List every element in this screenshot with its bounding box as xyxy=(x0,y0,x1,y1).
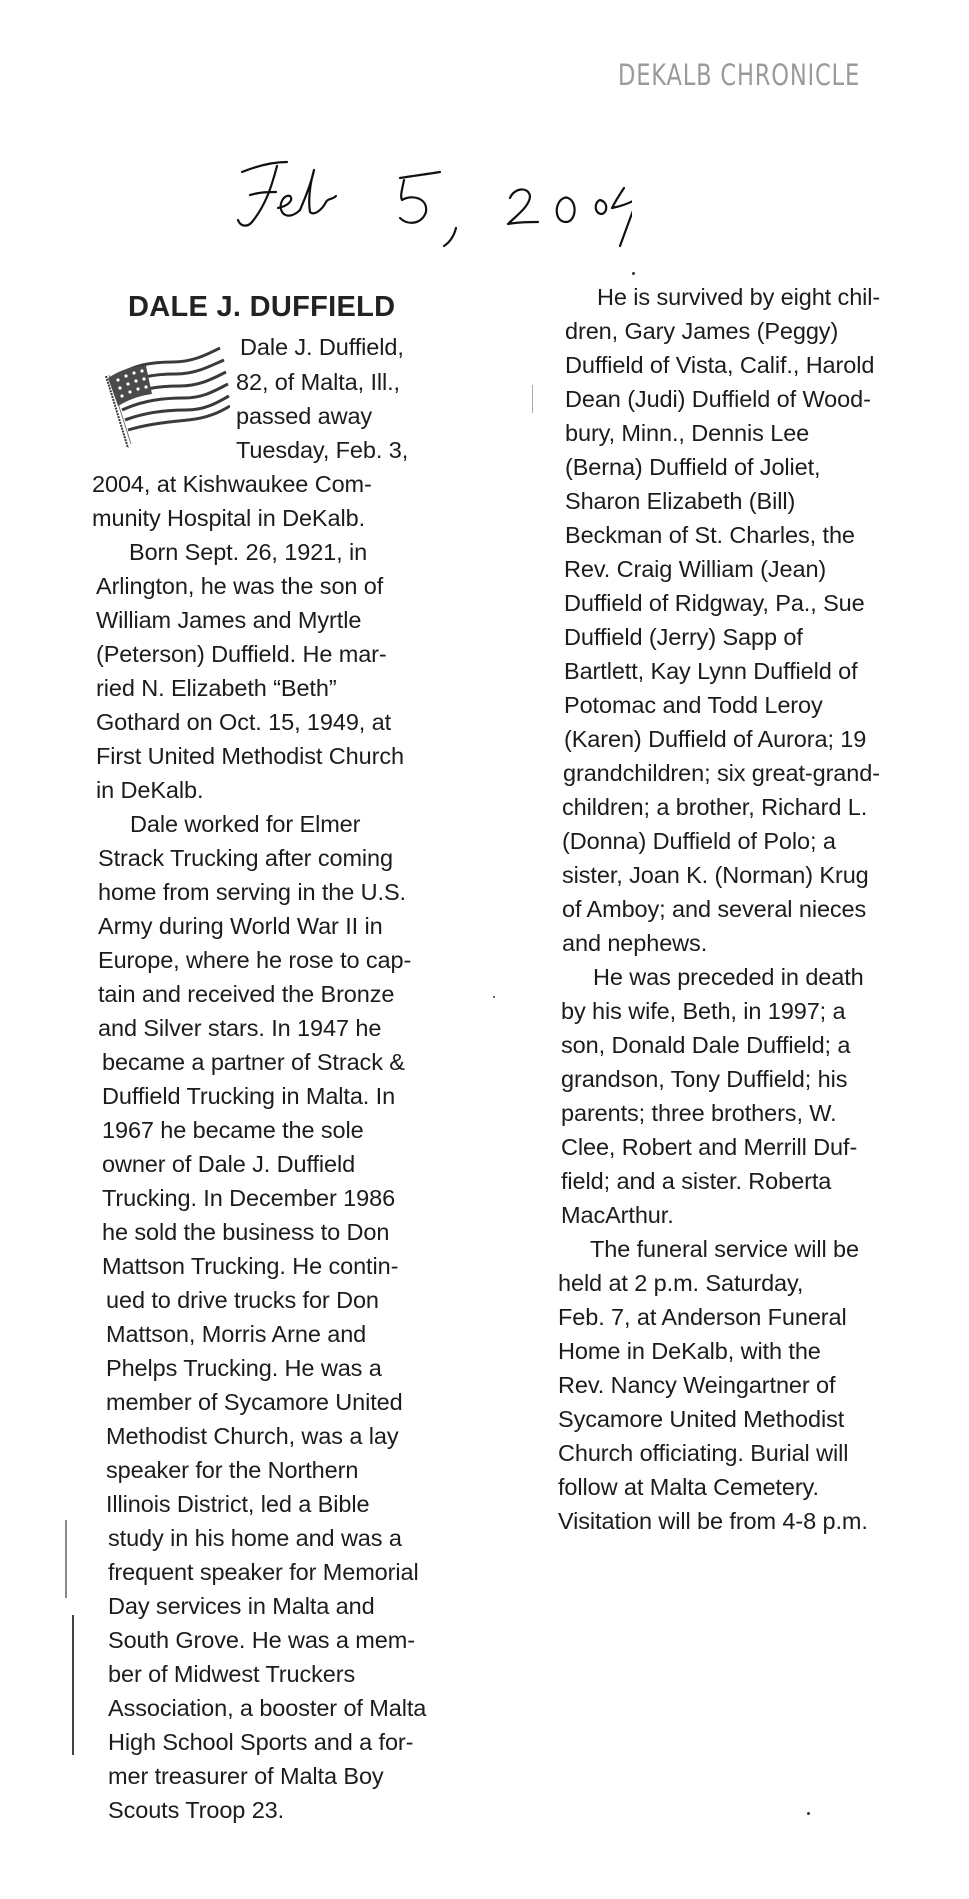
body-line: MacArthur. xyxy=(561,1202,674,1228)
body-line: Strack Trucking after coming xyxy=(98,845,393,871)
body-line: Potomac and Todd Leroy xyxy=(564,692,823,718)
body-line: Bartlett, Kay Lynn Duffield of xyxy=(564,658,858,684)
body-line: ber of Midwest Truckers xyxy=(108,1661,356,1687)
body-line: grandson, Tony Duffield; his xyxy=(561,1066,848,1092)
body-line: munity Hospital in DeKalb. xyxy=(92,505,365,531)
body-line: Born Sept. 26, 1921, in xyxy=(129,539,368,565)
body-line: he sold the business to Don xyxy=(102,1219,390,1245)
body-line: Methodist Church, was a lay xyxy=(106,1423,399,1449)
body-line: Visitation will be from 4-8 p.m. xyxy=(558,1508,868,1534)
body-line: He was preceded in death xyxy=(593,964,864,990)
body-line: grandchildren; six great-grand- xyxy=(563,760,880,786)
body-line: parents; three brothers, W. xyxy=(561,1100,837,1126)
body-line: Rev. Nancy Weingartner of xyxy=(558,1372,836,1398)
body-line: held at 2 p.m. Saturday, xyxy=(558,1270,804,1296)
body-line: Sharon Elizabeth (Bill) xyxy=(565,488,796,514)
body-line: mer treasurer of Malta Boy xyxy=(108,1763,384,1789)
body-line: field; and a sister. Roberta xyxy=(561,1168,832,1194)
body-line: bury, Minn., Dennis Lee xyxy=(565,420,810,446)
body-line: Rev. Craig William (Jean) xyxy=(564,556,827,582)
body-line: Dale worked for Elmer xyxy=(130,811,361,837)
body-line: Trucking. In December 1986 xyxy=(102,1185,396,1211)
body-line: 82, of Malta, Ill., xyxy=(236,369,400,395)
obituary-headline: DALE J. DUFFIELD xyxy=(128,291,396,323)
body-line: frequent speaker for Memorial xyxy=(108,1559,419,1585)
body-line: (Peterson) Duffield. He mar- xyxy=(96,641,387,667)
body-line: owner of Dale J. Duffield xyxy=(102,1151,356,1177)
body-line: son, Donald Dale Duffield; a xyxy=(561,1032,851,1058)
body-line: Clee, Robert and Merrill Duf- xyxy=(561,1134,858,1160)
body-line: Europe, where he rose to cap- xyxy=(98,947,412,973)
american-flag-icon xyxy=(98,340,230,448)
body-line: became a partner of Strack & xyxy=(102,1049,405,1075)
body-line: Beckman of St. Charles, the xyxy=(565,522,855,548)
body-line: Gothard on Oct. 15, 1949, at xyxy=(96,709,392,735)
body-line: home from serving in the U.S. xyxy=(98,879,406,905)
body-line: Duffield of Vista, Calif., Harold xyxy=(565,352,875,378)
body-line: ued to drive trucks for Don xyxy=(106,1287,379,1313)
body-line: ried N. Elizabeth “Beth” xyxy=(96,675,337,701)
body-line: 1967 he became the sole xyxy=(102,1117,364,1143)
body-line: Duffield Trucking in Malta. In xyxy=(102,1083,396,1109)
scan-artifact-tick xyxy=(532,385,533,413)
body-line: passed away xyxy=(236,403,373,429)
newspaper-masthead: DEKALB CHRONICLE xyxy=(618,58,861,92)
scan-artifact-dotted xyxy=(65,1520,67,1598)
body-line: (Berna) Duffield of Joliet, xyxy=(565,454,821,480)
body-line: Feb. 7, at Anderson Funeral xyxy=(558,1304,847,1330)
body-line: and Silver stars. In 1947 he xyxy=(98,1015,382,1041)
body-line: Home in DeKalb, with the xyxy=(558,1338,821,1364)
body-line: Sycamore United Methodist xyxy=(558,1406,845,1432)
body-line: follow at Malta Cemetery. xyxy=(558,1474,819,1500)
body-line: The funeral service will be xyxy=(590,1236,859,1262)
body-line: Duffield (Jerry) Sapp of xyxy=(564,624,803,650)
body-line: Duffield of Ridgway, Pa., Sue xyxy=(564,590,865,616)
body-line: Association, a booster of Malta xyxy=(108,1695,427,1721)
body-line: Phelps Trucking. He was a xyxy=(106,1355,382,1381)
body-line: Dean (Judi) Duffield of Wood- xyxy=(565,386,871,412)
scan-speck xyxy=(632,272,635,275)
body-line: Arlington, he was the son of xyxy=(96,573,384,599)
body-line: Mattson Trucking. He contin- xyxy=(102,1253,399,1279)
body-line: Army during World War II in xyxy=(98,913,383,939)
body-line: by his wife, Beth, in 1997; a xyxy=(561,998,846,1024)
body-line: dren, Gary James (Peggy) xyxy=(565,318,839,344)
body-line: William James and Myrtle xyxy=(96,607,362,633)
body-line: 2004, at Kishwaukee Com- xyxy=(92,471,372,497)
body-line: Scouts Troop 23. xyxy=(108,1797,285,1823)
body-line: High School Sports and a for- xyxy=(108,1729,414,1755)
body-line: sister, Joan K. (Norman) Krug xyxy=(562,862,869,888)
body-line: Day services in Malta and xyxy=(108,1593,375,1619)
body-line: Mattson, Morris Arne and xyxy=(106,1321,367,1347)
body-line: tain and received the Bronze xyxy=(98,981,395,1007)
body-line: (Donna) Duffield of Polo; a xyxy=(562,828,836,854)
body-line: (Karen) Duffield of Aurora; 19 xyxy=(564,726,867,752)
body-line: of Amboy; and several nieces xyxy=(562,896,867,922)
body-line: First United Methodist Church xyxy=(96,743,404,769)
scan-speck xyxy=(807,1812,810,1815)
body-line: Illinois District, led a Bible xyxy=(106,1491,370,1517)
handwritten-date xyxy=(232,150,632,250)
body-line: study in his home and was a xyxy=(108,1525,402,1551)
scan-speck xyxy=(493,996,495,998)
body-line: children; a brother, Richard L. xyxy=(562,794,868,820)
body-line: Dale J. Duffield, xyxy=(240,334,404,360)
body-line: South Grove. He was a mem- xyxy=(108,1627,415,1653)
body-line: and nephews. xyxy=(562,930,708,956)
body-line: speaker for the Northern xyxy=(106,1457,359,1483)
scan-artifact-line xyxy=(72,1615,74,1755)
body-line: in DeKalb. xyxy=(96,777,204,803)
body-line: Tuesday, Feb. 3, xyxy=(236,437,409,463)
body-line: He is survived by eight chil- xyxy=(597,284,881,310)
body-line: member of Sycamore United xyxy=(106,1389,403,1415)
body-line: Church officiating. Burial will xyxy=(558,1440,849,1466)
